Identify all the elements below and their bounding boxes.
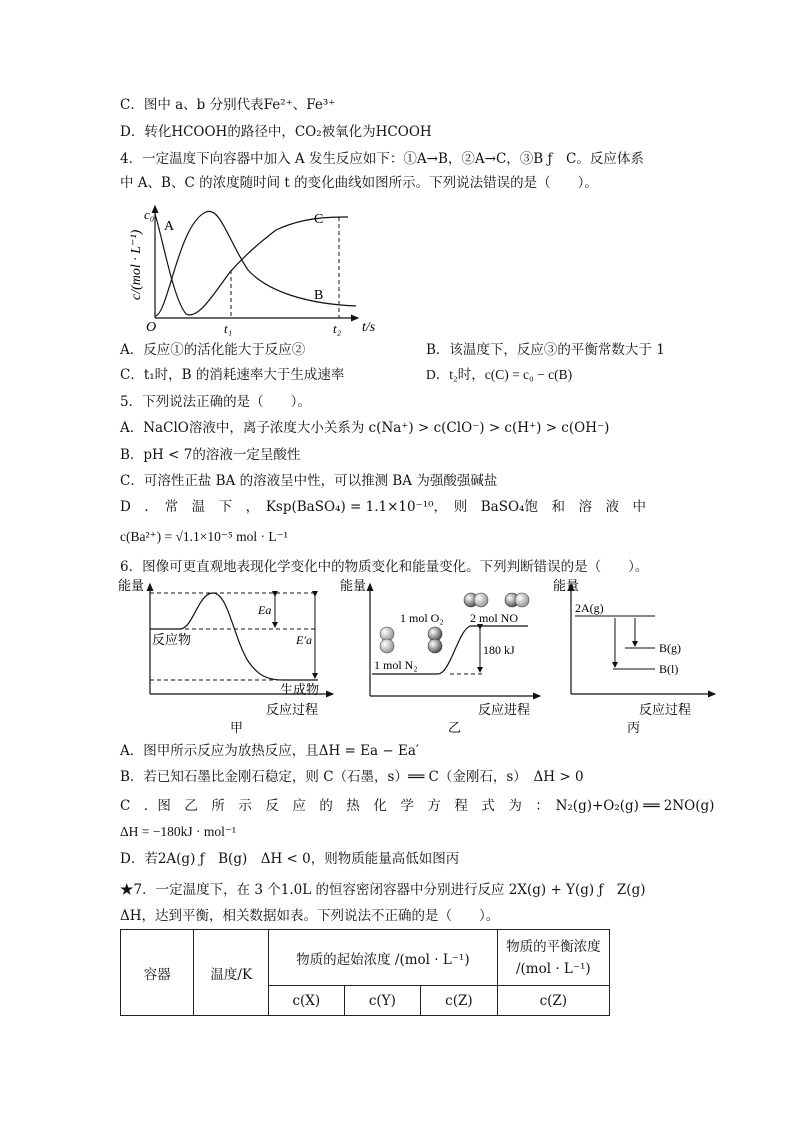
n2-atom [380,639,394,653]
col-cy: c(Y) [344,986,421,1016]
header-equilibrium-line1: 物质的平衡浓度 [506,938,601,955]
y-axis-label: c/(mol · L⁻¹) [129,229,144,300]
yi-y-label: 能量 [340,578,367,593]
no-atom [474,593,488,607]
q4-option-b: B．该温度下，反应③的平衡常数大于 1 [426,342,665,358]
bing-caption: 丙 [627,720,641,735]
curve-c [276,217,348,230]
label-c: C [314,212,324,227]
col-cz-equilibrium: c(Z) [497,986,609,1016]
header-temperature: 温度/K [194,930,269,1016]
bing-bl: B(l) [659,662,679,676]
header-equilibrium-concentration [497,930,609,986]
q5-option-a: A．NaClO溶液中，离子浓度大小关系为 c(Na⁺) > c(ClO⁻) > c(H⁺) > c(OH⁻) [120,420,610,436]
label-b: B [314,288,324,303]
q6-stem: 6．图像可更直观地表现化学变化中的物质变化和能量变化。下列判断错误的是（ ）。 [120,559,649,575]
q7-data-table [120,929,610,1016]
yi-x-label: 反应进程 [478,702,531,717]
yi-no: 2 mol NO [470,611,518,625]
bing-a: 2A(g) [575,601,604,615]
q6-diagram-yi [340,576,545,736]
t2-label: t₂ [333,321,342,336]
origin-label: O [146,320,157,335]
label-a: A [164,219,175,234]
no-atom [515,593,529,607]
header-initial-concentration: 物质的起始浓度 /(mol · L⁻¹) [269,930,498,986]
bing-bg: B(g) [659,641,681,655]
jia-x-label: 反应过程 [266,702,319,717]
q5-option-d-line1: D ． 常 温 下 ， Ksp(BaSO₄) = 1.1×10⁻¹⁰， 则 BaSO₄饱 和 溶 液 中 [120,499,646,515]
col-cz: c(Z) [421,986,498,1016]
jia-y-label: 能量 [118,578,145,593]
jia-caption: 甲 [230,720,244,735]
q6-option-b: B．若已知石墨比金刚石稳定，则 C（石墨，s）══ C（金刚石，s） ΔH > 0 [120,769,584,785]
header-container: 容器 [121,930,194,1016]
jia-ea-prime: E′a [296,633,312,647]
q4-option-d: D．t₂时，c(C) = c₀ − c(B) [426,367,573,382]
header-equilibrium-line2: /(mol · L⁻¹) [515,960,591,977]
q4-stem-line1: 4．一定温度下向容器中加入 A 发生反应如下：①A→B，②A→C，③B ƒ C。反应体系 [120,151,644,167]
q5-option-c: C．可溶性正盐 BA 的溶液呈中性，可以推测 BA 为强酸强碱盐 [120,473,498,489]
q7-stem-line1: ★7．一定温度下，在 3 个1.0L 的恒容密闭容器中分别进行反应 2X(g) + Y(g) ƒ Z(g) [120,882,646,898]
yi-o2: 1 mol O₂ [400,611,444,625]
q5-option-b: B．pH < 7的溶液一定呈酸性 [120,447,301,463]
q5-option-d-line2: c(Ba²⁺) = √1.1×10⁻⁵ mol · L⁻¹ [120,529,288,544]
jia-reactant: 反应物 [152,632,192,647]
q6-option-c-line2: ΔH = −180kJ · mol⁻¹ [120,824,237,839]
bing-y-label-1: 能量 [553,578,580,593]
jia-ea: Ea [258,603,272,617]
q4-concentration-graph [118,200,398,338]
col-cx: c(X) [269,986,345,1016]
o2-atom [428,639,442,653]
q6-option-c-line1: C ．图 乙 所 示 反 应 的 热 化 学 方 程 式 为 ： N₂(g)+O₂(g) ══ 2NO(g) [120,798,715,814]
q6-option-d: D．若2A(g) ƒ B(g) ΔH < 0，则物质能量高低如图丙 [120,851,460,867]
jia-product: 生成物 [280,682,320,697]
curve-b [155,211,356,316]
q6-diagram-bing [553,576,733,736]
y-tick-c0: c₀ [144,207,155,222]
q3-option-d: D．转化HCOOH的路径中，CO₂被氧化为HCOOH [120,124,432,140]
yi-caption: 乙 [448,720,462,735]
q4-option-c: C．t₁时，B 的消耗速率大于生成速率 [120,367,345,383]
q6-option-a: A．图甲所示反应为放热反应，且ΔH = Ea − Ea′ [120,743,419,759]
q6-diagram-jia [118,576,338,736]
yi-energy: 180 kJ [483,643,515,657]
bing-x-label: 反应过程 [639,702,692,717]
q3-option-c: C．图中 a、b 分别代表Fe²⁺、Fe³⁺ [120,97,336,113]
q4-stem-line2: 中 A、B、C 的浓度随时间 t 的变化曲线如图所示。下列说法错误的是（ ）。 [120,175,598,191]
q7-stem-line2: ΔH，达到平衡，相关数据如表。下列说法不正确的是（ ）。 [120,908,500,924]
q5-stem: 5．下列说法正确的是（ ）。 [120,394,311,410]
t1-label: t₁ [224,321,233,336]
yi-n2: 1 mol N₂ [374,658,418,672]
x-axis-label: t/s [362,320,376,335]
q4-option-a: A．反应①的活化能大于反应② [120,342,306,358]
